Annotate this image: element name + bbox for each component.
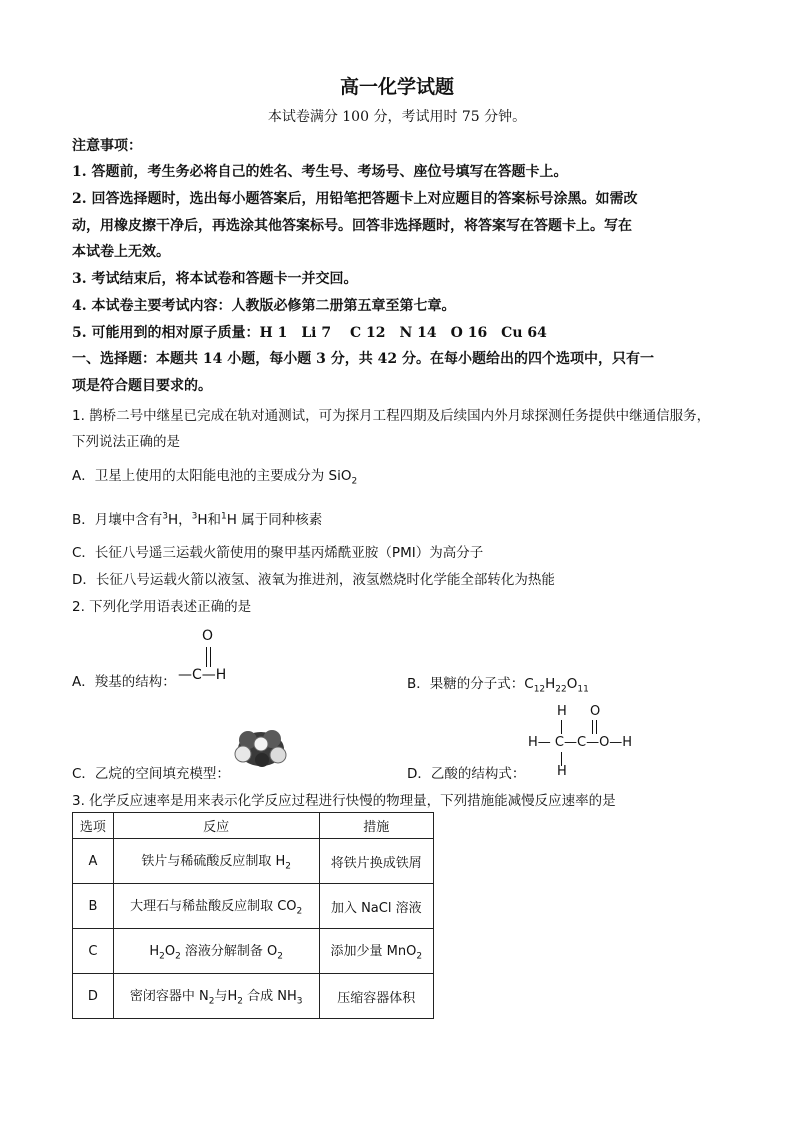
note-2-line1: 2. 回答选择题时，选出每小题答案后，用铅笔把答题卡上对应题目的答案标号涂黑。如需改 — [72, 191, 638, 207]
q2-option-a: A．羧基的结构： — [72, 674, 176, 690]
column-header: 反应 — [113, 813, 319, 839]
q2-option-b: B．果糖的分子式：$C_{12}H_{22}O_{11}$ — [407, 676, 589, 695]
reaction-cell: 大理石与稀盐酸反应制取 $CO_2$ — [113, 884, 319, 929]
reaction-cell: 铁片与稀硫酸反应制取 $H_2$ — [113, 839, 319, 884]
note-4: 4. 本试卷主要考试内容：人教版必修第二册第五章至第七章。 — [72, 298, 456, 314]
exam-info: 本试卷满分 100 分，考试用时 75 分钟。 — [267, 109, 527, 125]
note-2-line3: 本试卷上无效。 — [72, 244, 170, 260]
q2-stem: 2. 下列化学用语表述正确的是 — [72, 599, 252, 615]
reaction-cell: $H_2O_2$ 溶液分解制备 $O_2$ — [113, 929, 319, 974]
q1-option-b: B．月壤中含有$^3$H，$^3$H和$^1$H 属于同种核素 — [72, 511, 323, 528]
q1-option-d: D．长征八号运载火箭以液氢、液氧为推进剂，液氢燃烧时化学能全部转化为热能 — [72, 572, 555, 588]
q2-option-d: D．乙酸的结构式： — [407, 766, 526, 782]
notes-heading: 注意事项： — [72, 138, 142, 154]
q1-option-a: A．卫星上使用的太阳能电池的主要成分为 SiO$_2$ — [72, 468, 358, 487]
table-header-row — [73, 813, 434, 839]
table-row — [73, 839, 434, 884]
option-cell: A — [73, 839, 114, 884]
q3-stem: 3. 化学反应速率是用来表示化学反应过程进行快慢的物理量，下列措施能减慢反应速率的是 — [72, 793, 616, 809]
carboxyl-structure-diagram: O —C—H — [178, 628, 227, 683]
measure-cell: 压缩容器体积 — [319, 974, 433, 1019]
note-1: 1. 答题前，考生务必将自己的姓名、考生号、考场号、座位号填写在答题卡上。 — [72, 164, 568, 180]
double-bond-line — [206, 647, 208, 667]
table-row — [73, 929, 434, 974]
q1-option-c: C．长征八号遥三运载火箭使用的聚甲基丙烯酰亚胺（PMI）为高分子 — [72, 545, 484, 561]
section-heading-line2: 项是符合题目要求的。 — [72, 378, 212, 394]
column-header: 选项 — [73, 813, 114, 839]
option-cell: D — [73, 974, 114, 1019]
acetic-acid-structure-diagram: H O H— C—C—O—H H — [528, 704, 633, 779]
section-heading-line1: 一、选择题：本题共 14 小题，每小题 3 分，共 42 分。在每小题给出的四个选项中，只有一 — [72, 351, 654, 367]
ethane-space-filling-model — [232, 724, 290, 770]
table-row — [73, 974, 434, 1019]
note-5: 5. 可能用到的相对原子质量：H 1 Li 7 C 12 N 14 O 16 Cu 64 — [72, 325, 547, 341]
page-title: 高一化学试题 — [339, 76, 454, 98]
reaction-cell: 密闭容器中 $N_2$与$H_2$ 合成 $NH_3$ — [113, 974, 319, 1019]
double-bond-line — [210, 647, 212, 667]
q2-option-c: C．乙烷的空间填充模型： — [72, 766, 230, 782]
measure-cell: 添加少量 MnO$_2$ — [319, 929, 433, 974]
q3-options-table — [72, 812, 434, 1019]
table-row — [73, 884, 434, 929]
option-cell: C — [73, 929, 114, 974]
measure-cell: 将铁片换成铁屑 — [319, 839, 433, 884]
note-2-line2: 动，用橡皮擦干净后，再选涂其他答案标号。回答非选择题时，将答案写在答题卡上。写在 — [72, 218, 632, 234]
measure-cell: 加入 NaCl 溶液 — [319, 884, 433, 929]
option-cell: B — [73, 884, 114, 929]
note-3: 3. 考试结束后，将本试卷和答题卡一并交回。 — [72, 271, 358, 287]
column-header: 措施 — [319, 813, 433, 839]
q1-stem-line1: 1. 鹊桥二号中继星已完成在轨对通测试，可为探月工程四期及后续国内外月球探测任务提供中继通信服务， — [72, 408, 711, 424]
q1-stem-line2: 下列说法正确的是 — [72, 434, 180, 450]
